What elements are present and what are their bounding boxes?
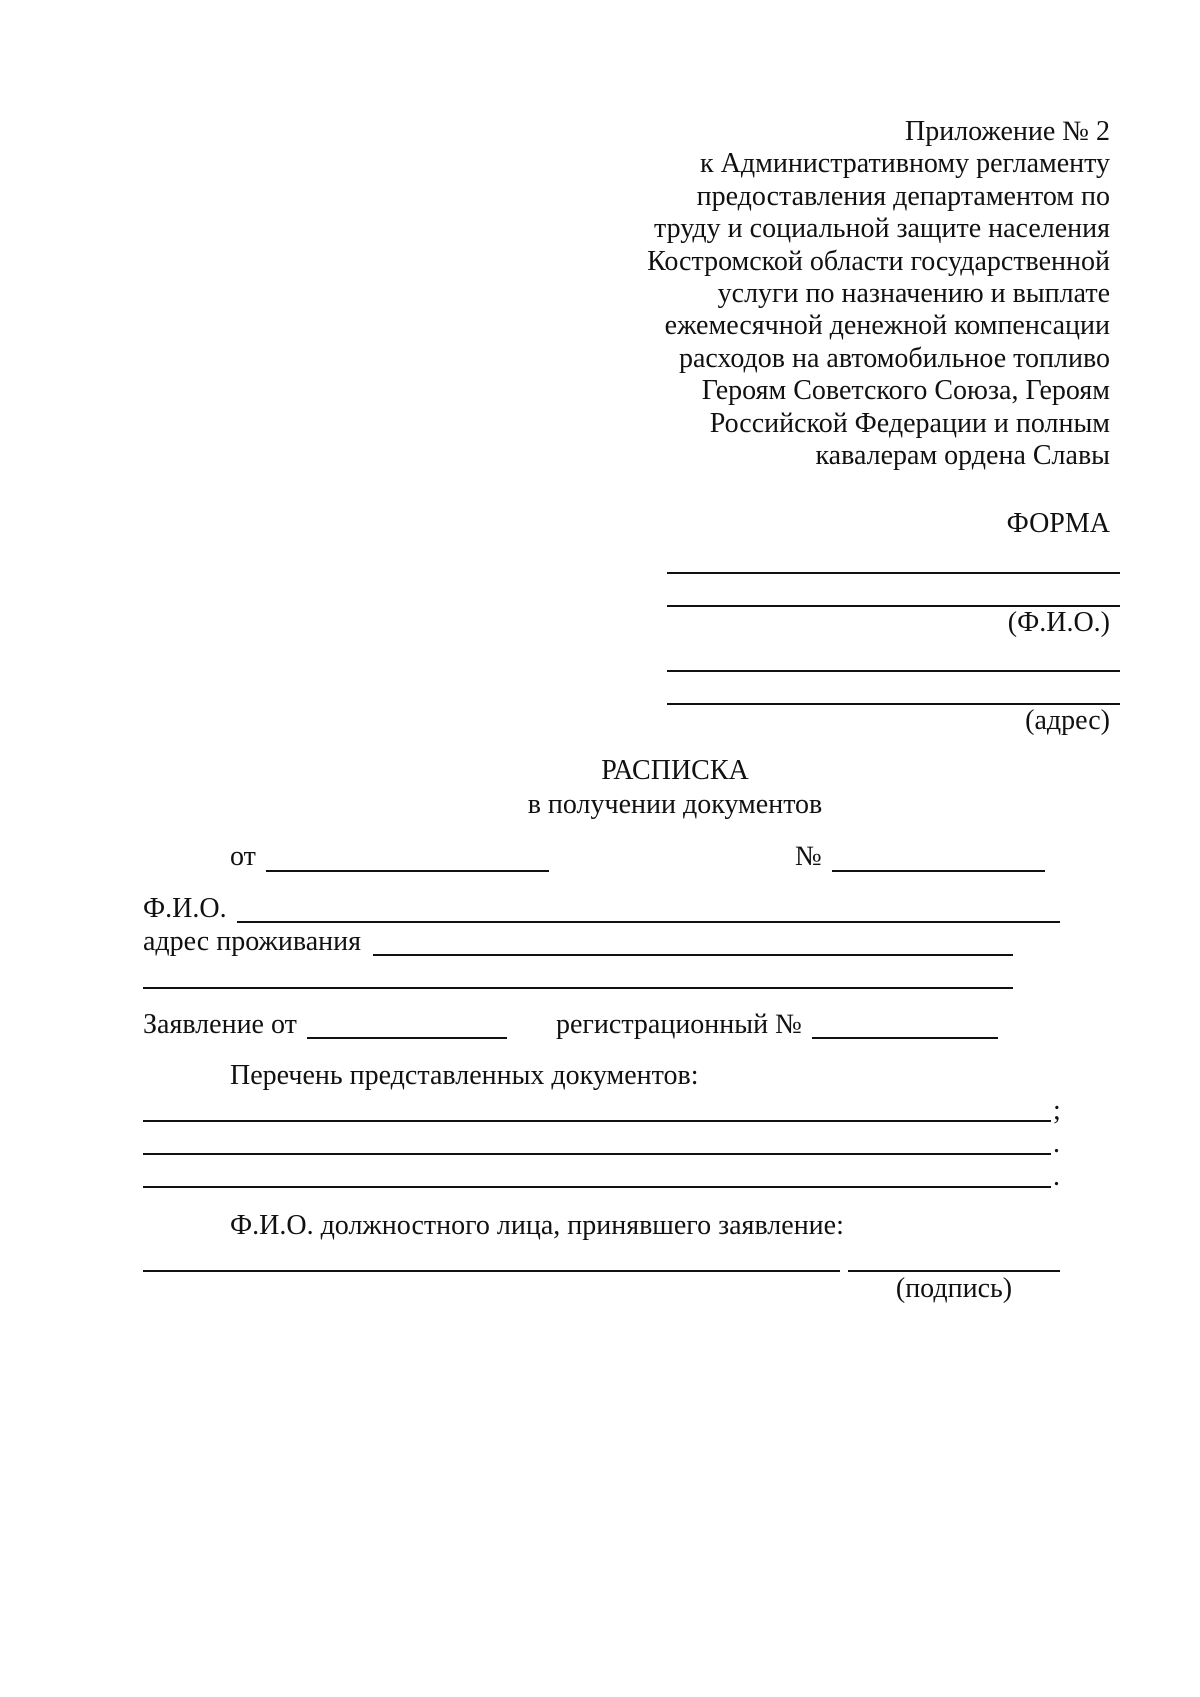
application-date-line[interactable]: [307, 1037, 507, 1039]
documents-label: Перечень представленных документов:: [230, 1060, 699, 1091]
address-line-2[interactable]: [143, 987, 1013, 989]
document-line-1[interactable]: [143, 1120, 1051, 1122]
doc-line-1-end: ;: [1053, 1095, 1061, 1126]
fio-caption: (Ф.И.О.): [1007, 607, 1110, 638]
document-line-2[interactable]: [143, 1153, 1051, 1155]
header-line: ежемесячной денежной компенсации: [664, 310, 1110, 342]
addressee-address-line-1[interactable]: [667, 670, 1120, 672]
from-label: от: [230, 841, 256, 872]
header-line: предоставления департаментом по: [696, 180, 1110, 212]
header-line: Приложение № 2: [905, 116, 1110, 147]
address-caption: (адрес): [1025, 705, 1110, 736]
fio-line[interactable]: [237, 921, 1060, 923]
header-line: кавалерам ордена Славы: [815, 440, 1110, 472]
form-label: ФОРМА: [1006, 508, 1110, 539]
doc-line-2-end: .: [1053, 1128, 1060, 1159]
header-line: услуги по назначению и выплате: [717, 278, 1110, 310]
header-line: расходов на автомобильное топливо: [678, 342, 1110, 374]
header-line: труду и социальной защите населения: [653, 213, 1110, 245]
document-title: РАСПИСКА: [601, 755, 749, 786]
document-line-3[interactable]: [143, 1186, 1051, 1188]
receipt-number-line[interactable]: [832, 870, 1045, 872]
from-date-line[interactable]: [266, 870, 549, 872]
address-label: адрес проживания: [143, 926, 361, 957]
reg-number-line[interactable]: [812, 1037, 998, 1039]
address-line-1[interactable]: [373, 954, 1013, 956]
header-line: Героям Советского Союза, Героям: [701, 375, 1110, 407]
official-label: Ф.И.О. должностного лица, принявшего заявление:: [230, 1210, 844, 1241]
signature-line[interactable]: [848, 1270, 1060, 1272]
fio-label: Ф.И.О.: [143, 893, 227, 924]
document-subtitle: в получении документов: [527, 789, 823, 820]
header-line: Российской Федерации и полным: [709, 407, 1110, 439]
addressee-fio-line-1[interactable]: [667, 572, 1120, 574]
appendix-header: [590, 116, 1110, 472]
signature-caption: (подпись): [895, 1273, 1013, 1304]
header-line: к Административному регламенту: [700, 148, 1110, 180]
reg-number-label: регистрационный №: [556, 1009, 802, 1040]
official-fio-line[interactable]: [143, 1270, 840, 1272]
number-label: №: [795, 841, 822, 872]
application-label: Заявление от: [143, 1009, 297, 1040]
header-line: Костромской области государственной: [647, 245, 1110, 277]
doc-line-3-end: .: [1053, 1161, 1060, 1192]
